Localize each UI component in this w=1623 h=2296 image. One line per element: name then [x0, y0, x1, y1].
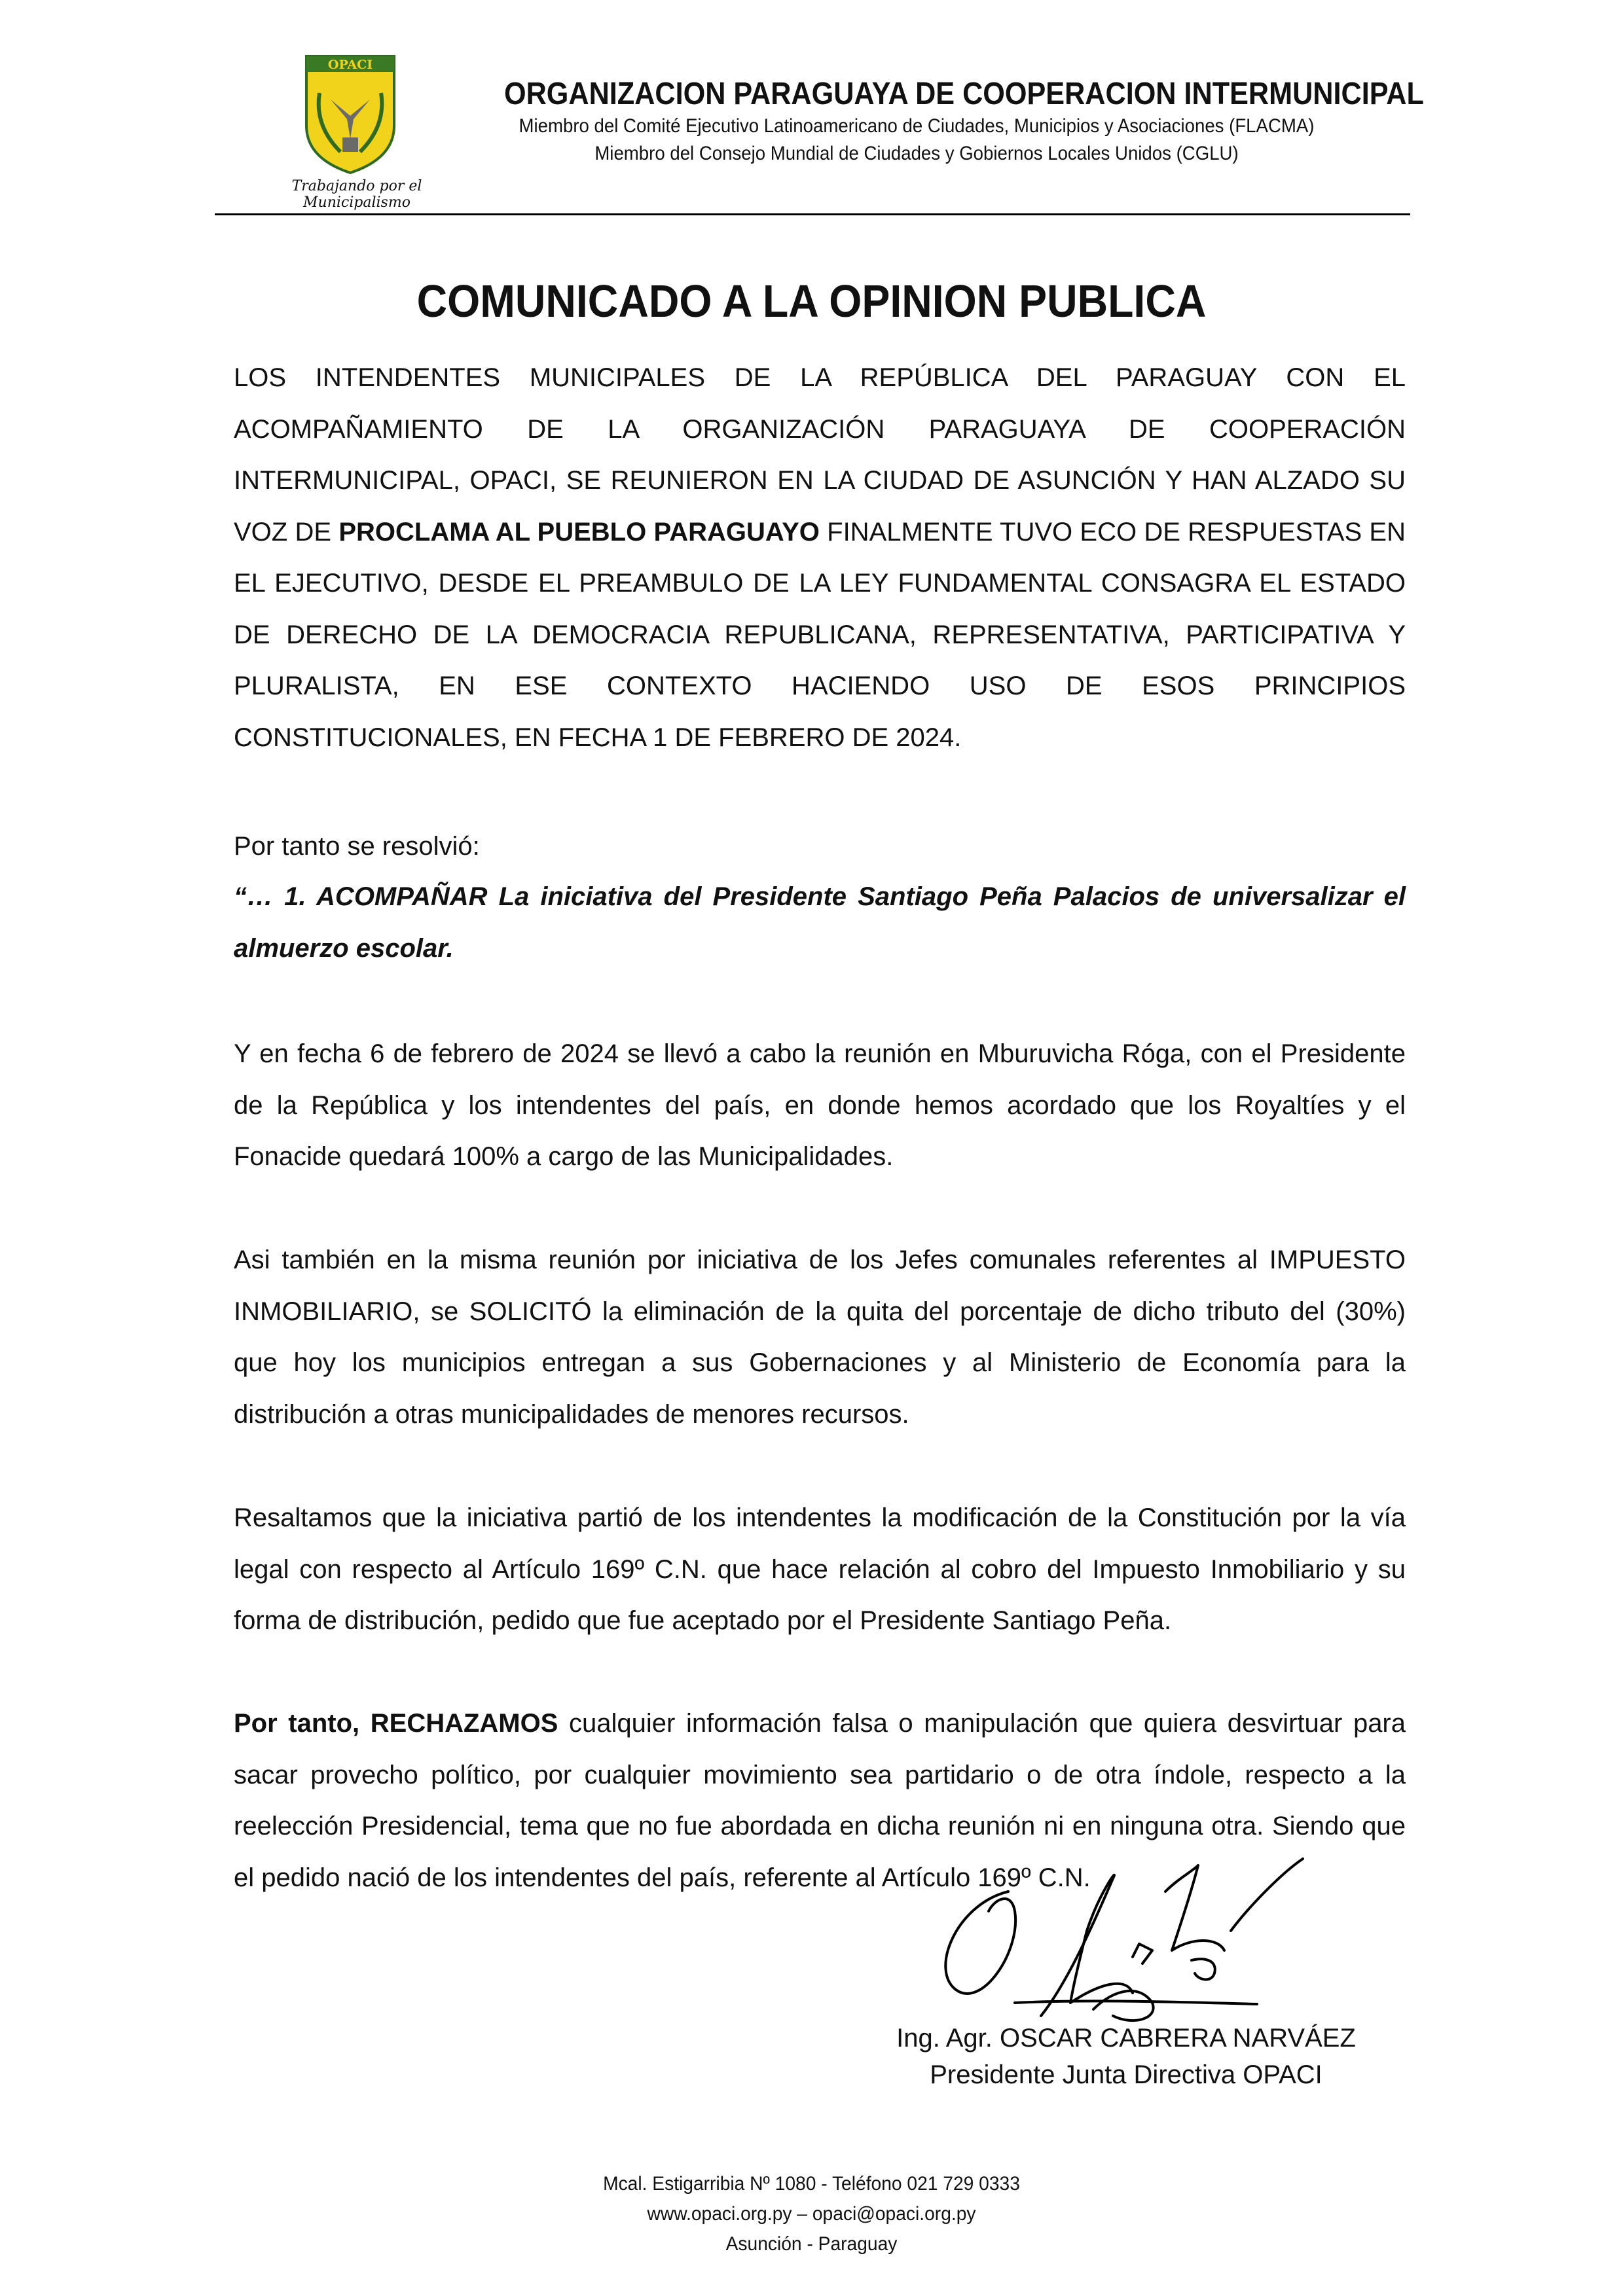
signer-name: Ing. Agr. OSCAR CABRERA NARVÁEZ — [896, 2024, 1356, 2053]
intro-bold: PROCLAMA AL PUEBLO PARAGUAYO — [338, 517, 820, 547]
meeting-paragraph: Y en fecha 6 de febrero de 2024 se llevó a cabo la reunión en Mburuvicha Róga, con el Presidente de la República y los intendentes del país, en donde hemos acordado que los Royaltíes y el Fonacide quedará 100% a cargo de las Municipalidades. — [234, 1039, 1406, 1171]
closing-bold: Por tanto, RECHAZAMOS — [234, 1709, 558, 1738]
footer-address: Mcal. Estigarribia Nº 1080 - Teléfono 021 729 0333 — [603, 2173, 1020, 2195]
footer-city: Asunción - Paraguay — [725, 2233, 898, 2255]
organization-name: ORGANIZACION PARAGUAYA DE COOPERACION INTERMUNICIPAL — [504, 77, 1424, 111]
membership-cglu: Miembro del Consejo Mundial de Ciudades y Gobiernos Locales Unidos (CGLU) — [594, 143, 1239, 164]
footer-contact: www.opaci.org.py – opaci@opaci.org.py — [647, 2203, 976, 2225]
resolution-quote: “… 1. ACOMPAÑAR La iniciativa del Presidente Santiago Peña Palacios de universalizar el almuerzo escolar. — [234, 882, 1406, 963]
logo-tagline: Trabajando por el Municipalismo — [291, 178, 422, 211]
document-title: COMUNICADO A LA OPINION PUBLICA — [416, 276, 1207, 327]
logo-text: OPACI — [327, 58, 373, 72]
handwritten-signature — [917, 1852, 1322, 2049]
intro-text-1: LOS INTENDENTES MUNICIPALES DE LA REPÚBLICA DEL PARAGUAY CON EL ACOMPAÑAMIENTO DE LA ORGANIZACIÓN PARAGUAYA DE COOPERACIÓN INTERMUNICIPAL, OPACI, SE REUNIERON EN LA CIUDAD DE ASUNCIÓN Y HAN ALZADO SU VOZ DE — [234, 363, 1406, 547]
intro-paragraph — [234, 352, 1406, 763]
constitution-paragraph: Resaltamos que la iniciativa partió de los intendentes la modificación de la Constitución por la vía legal con respecto al Artículo 169º C.N. que hace relación al cobro del Impuesto Inmobiliario y su forma de distribución, pedido que fue aceptado por el Presidente Santiago Peña. — [234, 1503, 1406, 1635]
signer-role: Presidente Junta Directiva OPACI — [930, 2060, 1322, 2089]
header-divider — [215, 213, 1410, 215]
intro-text-2: FINALMENTE TUVO ECO DE RESPUESTAS EN EL EJECUTIVO, DESDE EL PREAMBULO DE LA LEY FUNDAMENTAL CONSAGRA EL ESTADO DE DERECHO DE LA DEMOCRACIA REPUBLICANA, REPRESENTATIVA, PARTICIPATIVA Y PLURALISTA, EN ESE CONTEXTO HACIENDO USO DE ESOS PRINCIPIOS CONSTITUCIONALES, EN FECHA 1 DE FEBRERO DE 2024. — [234, 517, 1406, 752]
tax-paragraph: Asi también en la misma reunión por iniciativa de los Jefes comunales referentes al IMPUESTO INMOBILIARIO, se SOLICITÓ la eliminación de la quita del porcentaje de dicho tributo del (30%) que hoy los municipios entregan a sus Gobernaciones y al Ministerio de Economía para la distribución a otras municipalidades de menores recursos. — [234, 1246, 1406, 1429]
opaci-logo — [301, 54, 399, 175]
closing-text: cualquier información falsa o manipulación que quiera desvirtuar para sacar provecho político, por cualquier movimiento sea partidario o de otra índole, respecto a la reelección Presidencial, tema que no fue abordada en dicha reunión ni en ninguna otra. Siendo que el pedido nació de los intendentes del país, referente al Artículo 169º C.N. — [234, 1709, 1406, 1892]
resolved-label: Por tanto se resolvió: — [234, 832, 480, 861]
membership-flacma: Miembro del Comité Ejecutivo Latinoamericano de Ciudades, Municipios y Asociaciones (FLACMA) — [519, 115, 1315, 137]
